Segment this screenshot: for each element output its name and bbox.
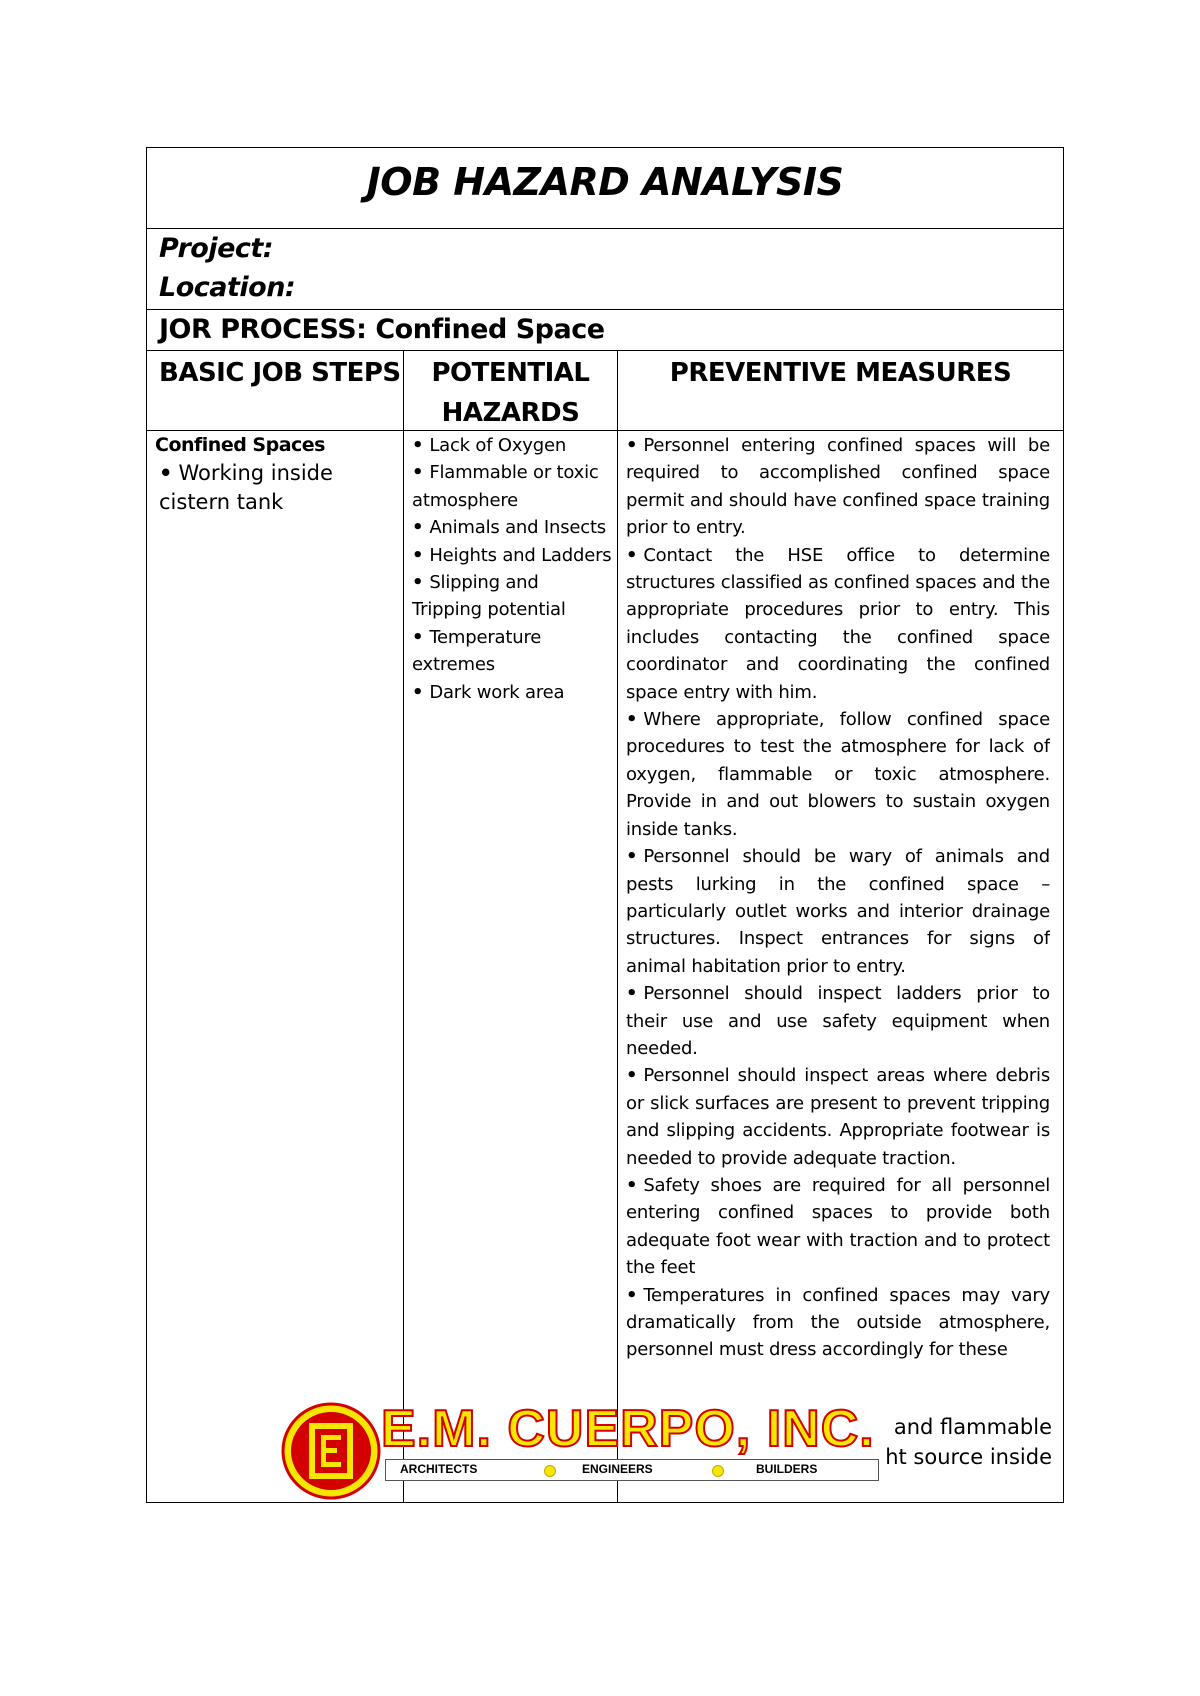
measure-item-text: Contact the HSE office to determine structures classified as confined spaces and the appropriate procedures prior to entry. This includes contacting the confined space coordinator and coordinating the confined space entry with him. [626, 544, 1050, 703]
measure-item-text: Where appropriate, follow confined space procedures to test the atmosphere for lack of oxygen, flammable or toxic atmosphere. Provide in and out blowers to sustain oxygen inside tanks. [626, 709, 1050, 840]
measure-item-text: Temperatures in confined spaces may vary dramatically from the outside atmosphere, personnel must dress accordingly for these [626, 1284, 1050, 1361]
bullet-icon: • [626, 544, 638, 566]
process-row [147, 309, 1063, 351]
measure-item [626, 1282, 1050, 1364]
jha-form [146, 147, 1064, 1503]
measures-cell [617, 431, 1063, 1503]
tag-engineers: ENGINEERS [582, 1462, 653, 1476]
company-logo [281, 1401, 881, 1505]
tag-dot [544, 1465, 556, 1477]
bullet-icon: • [626, 1174, 638, 1196]
hazard-item [412, 432, 612, 459]
hazard-item [412, 679, 612, 706]
measure-item [626, 542, 1050, 706]
measure-item-text: Personnel should inspect areas where debris or slick surfaces are present to prevent tripping and slipping accidents. Appropriate footwear is needed to provide adequate traction. [626, 1065, 1050, 1169]
header-steps-cell [147, 351, 403, 431]
tag-architects: ARCHITECTS [400, 1462, 478, 1476]
company-name: E.M. CUERPO, INC. [381, 1400, 875, 1458]
hazard-item [412, 542, 612, 569]
hazard-item-text: Temperature extremes [412, 626, 542, 676]
project-label: Project: [159, 233, 274, 264]
bullet-icon: • [159, 461, 173, 485]
hazard-item-text: Dark work area [429, 681, 565, 703]
location-label: Location: [159, 272, 296, 303]
measure-tail-line1: and flammable [893, 1415, 1052, 1439]
hazard-item [412, 459, 612, 514]
tag-builders: BUILDERS [756, 1462, 818, 1476]
bullet-icon: • [626, 435, 638, 456]
header-hazards [404, 353, 617, 433]
header-measures: PREVENTIVE MEASURES [669, 358, 1012, 388]
header-measures-cell [617, 351, 1063, 431]
step-item [155, 459, 395, 517]
bullet-icon: • [412, 572, 424, 594]
bullet-icon: • [626, 1065, 638, 1087]
measure-item-text: Personnel should be wary of animals and pests lurking in the confined space – particularly outlet works and interior drainage structures. Inspect entrances for signs of animal habitation prior to entry. [626, 846, 1050, 977]
steps-title: Confined Spaces [155, 434, 325, 456]
bullet-icon: • [626, 846, 638, 868]
bullet-icon: • [412, 517, 424, 539]
measure-item [626, 706, 1050, 843]
bullet-icon: • [412, 544, 424, 566]
document-title: JOB HAZARD ANALYSIS [366, 160, 844, 204]
process-label: JOR PROCESS: Confined Space [159, 314, 605, 345]
hazard-item [412, 514, 612, 541]
measure-item-text: Personnel should inspect ladders prior to their use and use safety equipment when needed. [626, 983, 1050, 1059]
hazard-item [412, 569, 612, 624]
measure-item [626, 432, 1050, 542]
measure-item [626, 1062, 1050, 1172]
header-hazards-line1: POTENTIAL [431, 358, 590, 388]
hazard-list [412, 432, 612, 706]
hazard-item-text: Heights and Ladders [429, 544, 612, 566]
bullet-icon: • [412, 435, 424, 456]
table-header-row [147, 350, 1063, 431]
measure-tail-line2: ht source inside [885, 1445, 1052, 1469]
tag-dot [712, 1465, 724, 1477]
header-hazards-cell [403, 351, 617, 431]
step-item-text: Working inside cistern tank [159, 461, 333, 514]
title-row [147, 147, 1063, 229]
hazard-item-text: Flammable or toxic atmosphere [412, 462, 599, 511]
hazard-item-text: Lack of Oxygen [429, 435, 567, 456]
header-steps: BASIC JOB STEPS [159, 358, 401, 388]
hazard-item-text: Animals and Insects [429, 517, 606, 539]
bullet-icon: • [626, 1284, 638, 1306]
bullet-icon: • [626, 983, 638, 1005]
bullet-icon: • [626, 709, 638, 731]
measure-list [626, 432, 1050, 1392]
hazard-item-text: Slipping and Tripping potential [412, 572, 566, 621]
measure-item-text: Personnel entering confined spaces will be required to accomplished confined space permit and should have confined space training prior to entry. [626, 435, 1050, 539]
bullet-icon: • [412, 626, 424, 648]
company-emblem-icon [281, 1401, 381, 1501]
measure-item [626, 980, 1050, 1062]
bullet-icon: • [412, 681, 424, 703]
hazard-item [412, 624, 612, 679]
measure-item [626, 843, 1050, 980]
company-tagline [385, 1459, 879, 1481]
header-hazards-line2: HAZARDS [441, 398, 580, 428]
project-row [147, 228, 1063, 310]
hazards-cell [403, 431, 617, 1503]
steps-cell [147, 431, 403, 1503]
table-body-row [147, 430, 1063, 1503]
bullet-icon: • [412, 462, 424, 484]
measure-item [626, 1172, 1050, 1282]
measure-item-text: Safety shoes are required for all personnel entering confined spaces to provide both adequate foot wear with traction and to protect the feet [626, 1174, 1050, 1279]
